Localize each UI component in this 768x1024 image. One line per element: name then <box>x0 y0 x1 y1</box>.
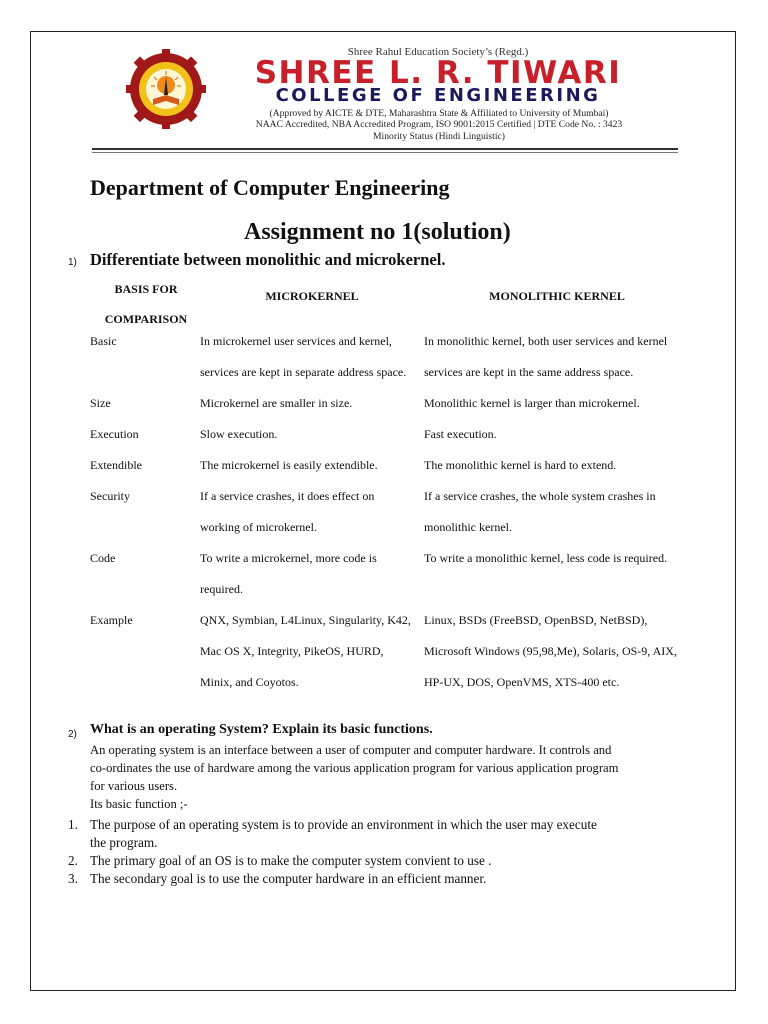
table-header-monolithic: MONOLITHIC KERNEL <box>489 289 625 303</box>
table-cell-line: If a service crashes, the whole system crashes in <box>424 489 656 503</box>
question-2-number: 2) <box>68 729 77 740</box>
function-list <box>68 816 688 888</box>
table-cell-line: working of microkernel. <box>200 520 317 534</box>
answer-line: Its basic function ;- <box>90 797 188 811</box>
table-cell-label: Size <box>90 396 111 410</box>
table-cell-micro <box>200 543 424 605</box>
table-cell-line: Linux, BSDs (FreeBSD, OpenBSD, NetBSD), <box>424 613 648 627</box>
table-cell-line: Minix, and Coyotos. <box>200 675 299 689</box>
table-row-example <box>90 605 700 698</box>
table-cell-label: Extendible <box>90 458 142 472</box>
approval-info <box>214 108 664 142</box>
table-cell-line: QNX, Symbian, L4Linux, Singularity, K42, <box>200 613 411 627</box>
list-item-number: 2. <box>68 853 78 868</box>
minority-status-line: Minority Status (Hindi Linguistic) <box>373 130 505 142</box>
society-name: Shree Rahul Education Society’s (Regd.) <box>347 46 529 58</box>
table-cell-label: Security <box>90 489 130 503</box>
table-cell-label: Basic <box>90 334 117 348</box>
approval-line: (Approved by AICTE & DTE, Maharashtra State & Affiliated to University of Mumbai) <box>269 108 609 119</box>
question-1-number: 1) <box>68 257 77 268</box>
table-cell-mono <box>424 605 700 698</box>
college-subtitle: COLLEGE OF ENGINEERING <box>275 85 601 106</box>
table-cell-mono <box>424 543 700 605</box>
table-cell-mono <box>424 481 700 543</box>
table-cell-micro <box>200 605 424 698</box>
list-item-text <box>90 816 597 852</box>
answer-line: An operating system is an interface between a user of computer and computer hardware. It controls and <box>90 743 612 757</box>
table-cell-label: Execution <box>90 427 139 441</box>
list-item-line: The purpose of an operating system is to provide an environment in which the user may execute <box>90 817 597 832</box>
table-cell-line: If a service crashes, it does effect on <box>200 489 375 503</box>
table-row-basic <box>90 326 700 388</box>
table-cell-mono <box>424 450 700 481</box>
table-cell-line: monolithic kernel. <box>424 520 512 534</box>
table-cell-line: HP-UX, DOS, OpenVMS, XTS-400 etc. <box>424 675 620 689</box>
table-cell-line: In microkernel user services and kernel, <box>200 334 392 348</box>
answer-line: for various users. <box>90 779 178 793</box>
table-cell-line: services are kept in separate address space. <box>200 365 407 379</box>
table-cell-line: services are kept in the same address space. <box>424 365 634 379</box>
table-header-basis-line2: COMPARISON <box>104 312 188 326</box>
table-cell-line: Microsoft Windows (95,98,Me), Solaris, OS-9, AIX, <box>424 644 677 658</box>
table-cell-line: The microkernel is easily extendible. <box>200 458 378 472</box>
table-cell-line: In monolithic kernel, both user services and kernel <box>424 334 668 348</box>
table-cell-line: Fast execution. <box>424 427 497 441</box>
department-title: Department of Computer Engineering <box>90 175 450 200</box>
assignment-title: Assignment no 1(solution) <box>244 219 511 245</box>
comparison-table <box>90 326 700 698</box>
list-item-text <box>90 870 486 888</box>
table-cell-line: To write a monolithic kernel, less code is required. <box>424 551 668 565</box>
table-header-microkernel: MICROKERNEL <box>265 289 359 303</box>
list-item-number: 1. <box>68 817 78 832</box>
table-row-execution <box>90 419 700 450</box>
list-item-number: 3. <box>68 871 78 886</box>
table-cell-line: The monolithic kernel is hard to extend. <box>424 458 617 472</box>
list-item-line: The primary goal of an OS is to make the computer system convient to use . <box>90 853 492 868</box>
table-cell-micro <box>200 419 424 450</box>
header-divider <box>92 148 678 150</box>
list-item <box>68 816 688 852</box>
question-2-answer <box>90 741 690 813</box>
table-header-basis-line1: BASIS FOR <box>114 282 178 296</box>
table-row-code <box>90 543 700 605</box>
table-row-extendible <box>90 450 700 481</box>
table-header-basis <box>96 274 196 334</box>
table-cell-line: Slow execution. <box>200 427 278 441</box>
question-2-text: What is an operating System? Explain its basic functions. <box>90 722 433 737</box>
table-row-security <box>90 481 700 543</box>
table-cell-line: To write a microkernel, more code is <box>200 551 377 565</box>
college-name: SHREE L. R. TIWARI <box>254 55 622 91</box>
table-cell-mono <box>424 388 700 419</box>
table-cell-mono <box>424 326 700 388</box>
table-cell-line: required. <box>200 582 243 596</box>
table-cell-mono <box>424 419 700 450</box>
list-item-line: the program. <box>90 835 158 850</box>
table-cell-label: Example <box>90 613 133 627</box>
question-1-text: Differentiate between monolithic and microkernel. <box>90 250 446 269</box>
table-cell-line: Monolithic kernel is larger than microkernel. <box>424 396 640 410</box>
answer-line: co-ordinates the use of hardware among the various application program for various application program <box>90 761 619 775</box>
list-item <box>68 870 688 888</box>
list-item-line: The secondary goal is to use the computer hardware in an efficient manner. <box>90 871 487 886</box>
table-cell-micro <box>200 388 424 419</box>
table-cell-micro <box>200 481 424 543</box>
list-item-text <box>90 852 491 870</box>
table-cell-line: Mac OS X, Integrity, PikeOS, HURD, <box>200 644 384 658</box>
table-cell-micro <box>200 450 424 481</box>
table-cell-line: Microkernel are smaller in size. <box>200 396 353 410</box>
accreditation-line: NAAC Accredited, NBA Accredited Program, ISO 9001:2015 Certified | DTE Code No. : 3423 <box>255 119 623 131</box>
table-cell-label: Code <box>90 551 116 565</box>
header-divider-thin <box>92 152 678 153</box>
college-logo <box>113 49 219 129</box>
table-row-size <box>90 388 700 419</box>
list-item <box>68 852 688 870</box>
table-cell-micro <box>200 326 424 388</box>
